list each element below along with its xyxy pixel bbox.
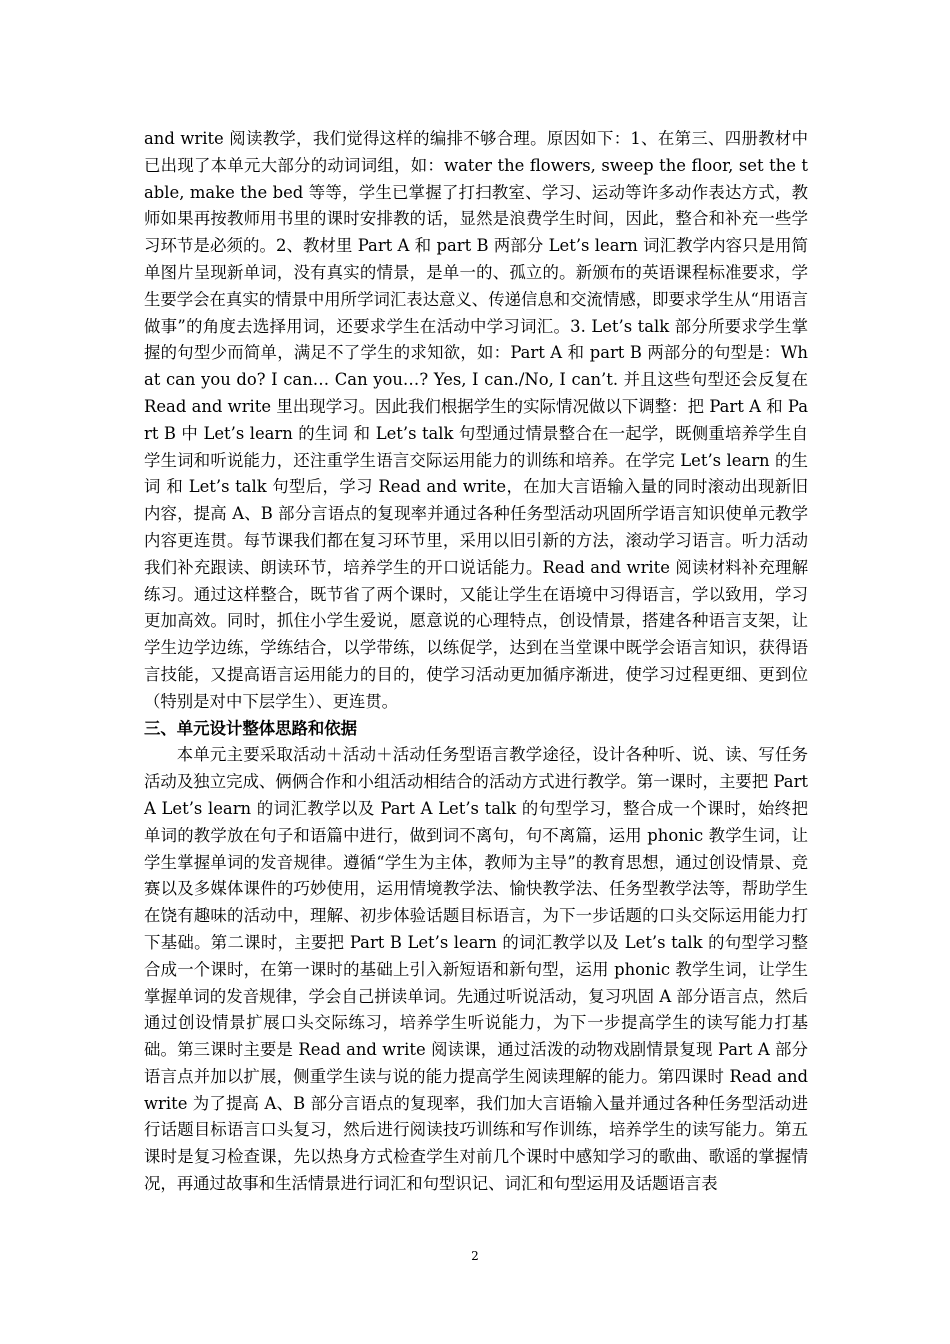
body-paragraph-adjustments: and write 阅读教学，我们觉得这样的编排不够合理。原因如下：1、在第三、四册教材中已出现了本单元大部分的动词词组，如：water the flowers, sweep the floor, set the table, make the bed 等等，学生已掌握了打扫教室、学习、运动等许多动作表达方式，教师如果再按教师用书里的课时安排教的话，显然是浪费学生时间，因此，整合和补充一些学习环节是必须的。2、教材里 Part A 和 part B 两部分 Let’s learn 词汇教学内容只是用简单图片呈现新单词，没有真实的情景，是单一的、孤立的。新颁布的英语课程标准要求，学生要学会在真实的情景中用所学词汇表达意义、传递信息和交流情感，即要求学生从“用语言做事”的角度去选择用词，还要求学生在活动中学习词汇。3. Let’s talk 部分所要求学生掌握的句型少而简单，满足不了学生的求知欲，如：Part A 和 part B 两部分的句型是：What can you do? I can… Can you…? Yes, I can./No, I can’t. 并且这些句型还会反复在 Read and write 里出现学习。因此我们根据学生的实际情况做以下调整：把 Part A 和 Part B 中 Let’s learn 的生词 和 Let’s talk 句型通过情景整合在一起学，既侧重培养学生自学生词和听说能力，还注重学生语言交际运用能力的训练和培养。在学完 Let’s learn 的生词 和 Let’s talk 句型后，学习 Read and write，在加大言语输入量的同时滚动出现新旧内容，提高 A、B 部分言语点的复现率并通过各种任务型活动巩固所学语言知识使单元教学内容更连贯。每节课我们都在复习环节里，采用以旧引新的方法，滚动学习语言。听力活动我们补充跟读、朗读环节，培养学生的开口说话能力。Read and write 阅读材料补充理解练习。通过这样整合，既节省了两个课时，又能让学生在语境中习得语言，学以致用，学习更加高效。同时，抓住小学生爱说，愿意说的心理特点，创设情景，搭建各种语言支架，让学生边学边练，学练结合，以学带练，以练促学，达到在当堂课中既学会语言知识，获得语言技能，又提高语言运用能力的目的，使学习活动更加循序渐进，使学习过程更细、更到位（特别是对中下层学生）、更连贯。: [144, 129, 809, 711]
page-body: [144, 126, 808, 1198]
section-heading-unit-design: 三、单元设计整体思路和依据: [144, 718, 358, 738]
page-number: 2: [471, 1249, 479, 1263]
body-paragraph-unit-design: 本单元主要采取活动＋活动＋活动任务型语言教学途径，设计各种听、说、读、写任务活动及独立完成、俩俩合作和小组活动相结合的活动方式进行教学。第一课时，主要把 Part A Let’s learn 的词汇教学以及 Part A Let’s talk 的句型学习，整合成一个课时，始终把单词的教学放在句子和语篇中进行，做到词不离句，句不离篇，运用 phonic 教学生词，让学生掌握单词的发音规律。遵循“学生为主体，教师为主导”的教育思想，通过创设情景、竞赛以及多媒体课件的巧妙使用，运用情境教学法、愉快教学法、任务型教学法等，帮助学生在饶有趣味的活动中，理解、初步体验话题目标语言，为下一步话题的口头交际运用能力打下基础。第二课时，主要把 Part B Let’s learn 的词汇教学以及 Let’s talk 的句型学习整合成一个课时，在第一课时的基础上引入新短语和新句型，运用 phonic 教学生词，让学生掌握单词的发音规律，学会自己拼读单词。先通过听说活动，复习巩固 A 部分语言点，然后通过创设情景扩展口头交际练习，培养学生听说能力，为下一步提高学生的读写能力打基础。第三课时主要是 Read and write 阅读课，通过活泼的动物戏剧情景复现 Part A 部分语言点并加以扩展，侧重学生读与说的能力提高学生阅读理解的能力。第四课时 Read and write 为了提高 A、B 部分言语点的复现率，我们加大言语输入量并通过各种任务型活动进行话题目标语言口头复习，然后进行阅读技巧训练和写作训练，培养学生的读写能力。第五课时是复习检查课，先以热身方式检查学生对前几个课时中感知学习的歌曲、歌谣的掌握情况，再通过故事和生活情景进行词汇和句型识记、词汇和句型运用及话题语言表: [144, 745, 808, 1194]
